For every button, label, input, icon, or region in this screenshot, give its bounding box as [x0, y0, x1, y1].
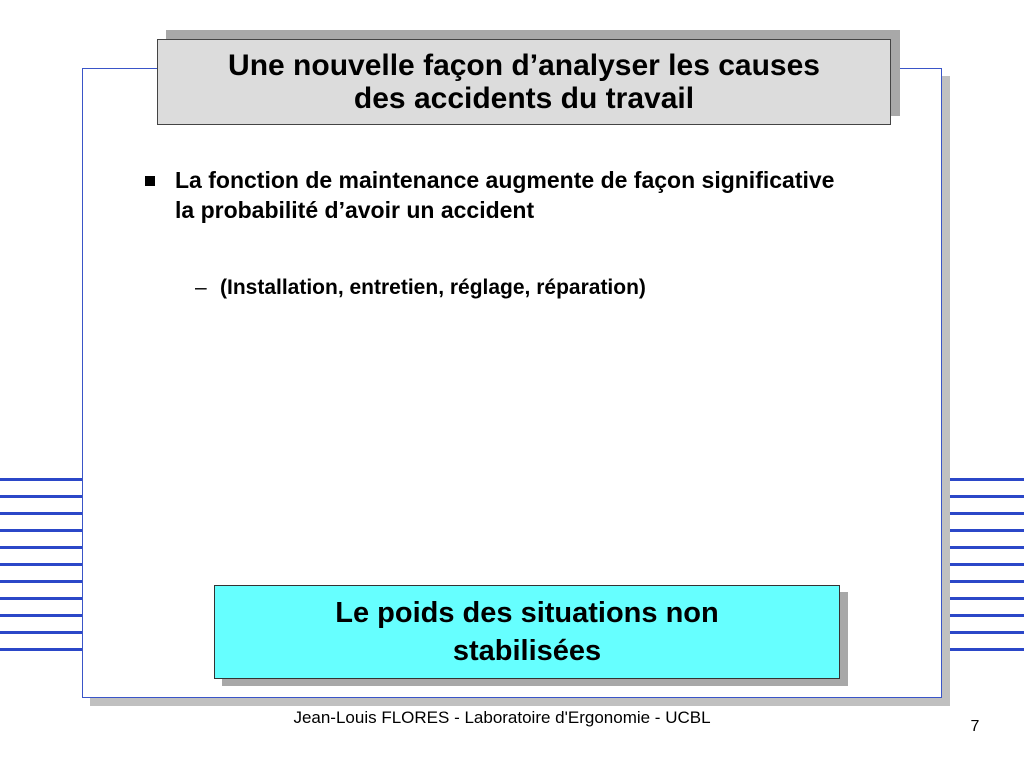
slide-title: [157, 39, 891, 125]
slide-footer: Jean-Louis FLORES - Laboratoire d'Ergonomie - UCBL: [293, 708, 711, 727]
square-bullet-icon: [145, 176, 155, 186]
callout-line-2: stabilisées: [452, 635, 602, 667]
right-decorative-stripes: [942, 470, 1024, 660]
bullet-item: [145, 165, 845, 225]
dash-bullet: –: [195, 276, 207, 299]
bullet-text: La fonction de maintenance augmente de façon significative la probabilité d’avoir un accident: [175, 167, 835, 223]
sub-bullet-item: [195, 274, 835, 302]
sub-bullet-text: (Installation, entretien, réglage, réparation): [220, 276, 646, 299]
callout-box: [214, 585, 840, 679]
page-number: 7: [970, 718, 980, 735]
left-decorative-stripes: [0, 470, 84, 660]
callout-line-1: Le poids des situations non: [335, 597, 719, 629]
title-line-1: Une nouvelle façon d’analyser les causes: [228, 49, 820, 82]
title-line-2: des accidents du travail: [353, 82, 695, 115]
